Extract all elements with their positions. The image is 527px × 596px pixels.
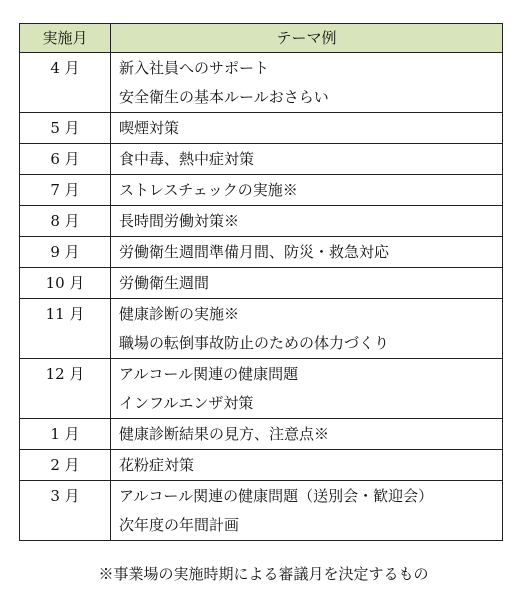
theme-cell (111, 299, 503, 359)
theme-item: 喫煙対策 (119, 119, 180, 137)
month-cell: 7 月 (20, 175, 111, 206)
monthly-theme-table (19, 23, 503, 541)
table-row (20, 53, 503, 113)
month-cell: 11 月 (20, 299, 111, 359)
month-cell: 6 月 (20, 144, 111, 175)
theme-item: 労働衛生週間 (119, 274, 210, 292)
theme-item: インフルエンザ対策 (119, 394, 254, 412)
table-row (20, 450, 503, 481)
theme-cell (111, 268, 503, 299)
theme-item: アルコール関連の健康問題 (119, 365, 299, 383)
header-theme: テーマ例 (111, 24, 503, 53)
table-row (20, 175, 503, 206)
table-header (20, 24, 503, 53)
theme-cell (111, 419, 503, 450)
theme-table-container (19, 23, 502, 541)
month-cell: 1 月 (20, 419, 111, 450)
table-body (20, 53, 503, 541)
theme-item: 安全衛生の基本ルールおさらい (119, 88, 329, 106)
theme-cell (111, 450, 503, 481)
table-row (20, 237, 503, 268)
theme-item: 新入社員へのサポート (119, 59, 270, 77)
header-row (20, 24, 503, 53)
header-month: 実施月 (20, 24, 111, 53)
month-cell: 4 月 (20, 53, 111, 113)
theme-cell (111, 144, 503, 175)
month-cell: 8 月 (20, 206, 111, 237)
theme-item: 次年度の年間計画 (119, 516, 240, 534)
theme-cell (111, 481, 503, 541)
table-row (20, 268, 503, 299)
theme-cell (111, 206, 503, 237)
theme-cell (111, 53, 503, 113)
theme-item: 食中毒、熱中症対策 (119, 150, 255, 168)
month-cell: 5 月 (20, 113, 111, 144)
theme-item: 花粉症対策 (119, 456, 195, 474)
theme-item: アルコール関連の健康問題（送別会・歓迎会） (119, 487, 434, 505)
theme-cell (111, 237, 503, 268)
month-cell: 12 月 (20, 359, 111, 419)
theme-cell (111, 175, 503, 206)
month-cell: 3 月 (20, 481, 111, 541)
theme-item: 健康診断結果の見方、注意点※ (119, 425, 330, 443)
theme-item: 健康診断の実施※ (119, 305, 240, 323)
table-row (20, 113, 503, 144)
theme-item: 労働衛生週間準備月間、防災・救急対応 (119, 243, 390, 261)
month-cell: 9 月 (20, 237, 111, 268)
table-row (20, 299, 503, 359)
table-row (20, 144, 503, 175)
theme-cell (111, 359, 503, 419)
theme-item: 長時間労働対策※ (119, 212, 240, 230)
table-row (20, 359, 503, 419)
table-row (20, 206, 503, 237)
theme-cell (111, 113, 503, 144)
footnote: ※事業場の実施時期による審議月を決定するもの (98, 565, 429, 583)
table-row (20, 481, 503, 541)
theme-item: ストレスチェックの実施※ (119, 181, 298, 199)
table-row (20, 419, 503, 450)
theme-item: 職場の転倒事故防止のための体力づくり (119, 334, 390, 352)
month-cell: 10 月 (20, 268, 111, 299)
month-cell: 2 月 (20, 450, 111, 481)
